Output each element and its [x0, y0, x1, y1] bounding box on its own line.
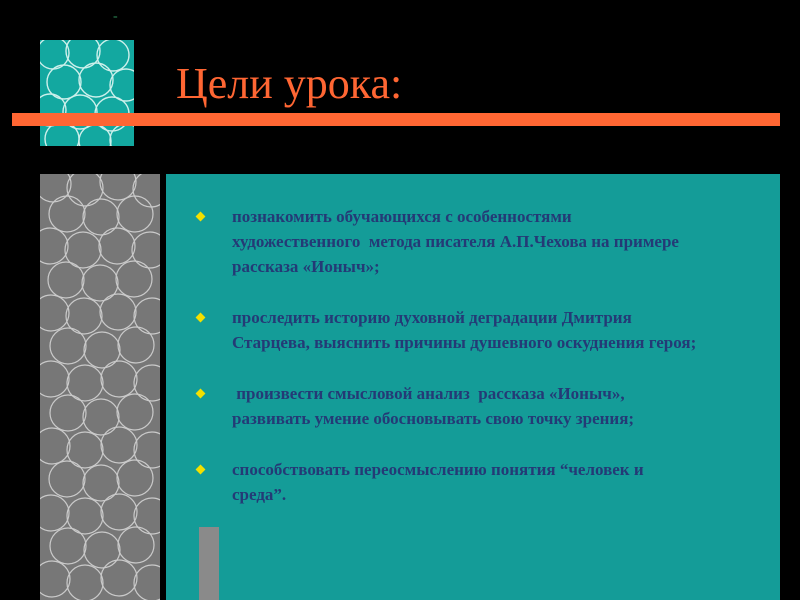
goals-list [200, 204, 700, 533]
goal-text-4: способствовать переосмыслению понятия “человек и среда”. [232, 460, 648, 504]
goal-item-1 [200, 204, 700, 279]
goal-item-3 [200, 381, 700, 431]
goal-text-2: проследить историю духовной деградации Дмитрия Старцева, выяснить причины душевного оскуднения героя; [232, 308, 697, 352]
goals-panel [166, 174, 780, 600]
goal-item-4 [200, 457, 700, 507]
diamond-bullet-icon [196, 465, 206, 475]
diamond-bullet-icon [196, 212, 206, 222]
goal-item-2 [200, 305, 700, 355]
goal-text-1: познакомить обучающихся с особенностями художественного метода писателя А.П.Чехова на примере рассказа «Ионыч»; [232, 207, 684, 276]
decorative-gray-column [40, 174, 160, 600]
decorative-gray-bar [199, 527, 219, 600]
diamond-bullet-icon [196, 389, 206, 399]
decorative-circle-pattern-square [40, 40, 134, 146]
title-underline [12, 113, 780, 126]
ring-pattern-icon [40, 174, 160, 600]
circle-pattern-icon [40, 40, 134, 146]
diamond-bullet-icon [196, 313, 206, 323]
goal-text-3: произвести смысловой анализ рассказа «Ионыч», развивать умение обосновывать свою точку зрения; [232, 384, 635, 428]
slide-title: Цели урока: [176, 59, 403, 108]
top-mark: - [113, 9, 118, 24]
